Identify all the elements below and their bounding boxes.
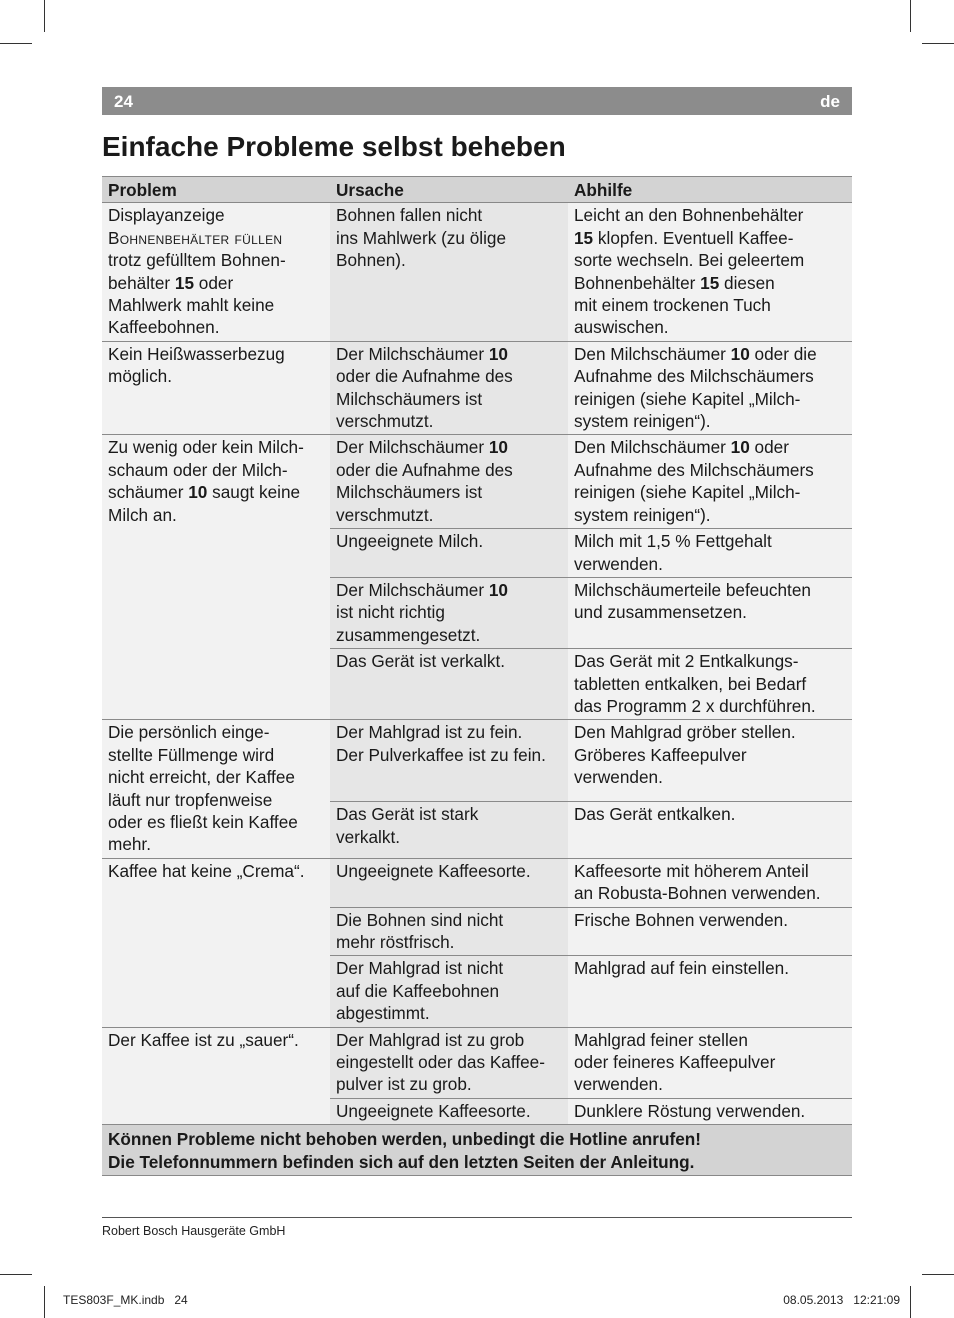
hotline-note — [102, 1125, 852, 1176]
remedy-cell — [568, 907, 852, 956]
cell-line: stellte Füllmenge wird — [108, 744, 275, 765]
remedy-cell — [568, 858, 852, 907]
cell-line: Den Mahlgrad gröber stellen. — [574, 722, 796, 743]
print-slug-date: 08.05.2013 12:21:09 — [783, 1293, 900, 1307]
remedy-cell — [568, 577, 852, 648]
remedy-cell — [568, 956, 852, 1027]
cell-line: das Programm 2 x durchführen. — [574, 695, 816, 716]
cell-line: verwenden. — [574, 1074, 663, 1095]
language-code: de — [820, 92, 840, 111]
problem-cell — [102, 435, 330, 720]
crop-mark — [922, 1274, 954, 1275]
remedy-cell — [568, 1098, 852, 1124]
cell-line: Gröberes Kaffeepulver — [574, 744, 747, 765]
cause-cell — [330, 203, 568, 341]
cause-cell — [330, 858, 568, 907]
cell-line: Den Milchschäumer 10 oder die — [574, 343, 817, 364]
cell-line: möglich. — [108, 366, 172, 387]
cause-cell — [330, 1027, 568, 1098]
cell-line: Die Bohnen sind nicht — [336, 909, 504, 930]
remedy-cell — [568, 435, 852, 529]
cell-line: Leicht an den Bohnenbehälter — [574, 205, 804, 226]
cell-line: mit einem trockenen Tuch — [574, 295, 771, 316]
cell-line: zusammengesetzt. — [336, 624, 481, 645]
footer-divider — [102, 1217, 852, 1218]
remedy-cell — [568, 649, 852, 720]
cell-line: und zusammensetzen. — [574, 602, 747, 623]
cause-cell — [330, 529, 568, 578]
company-name: Robert Bosch Hausgeräte GmbH — [102, 1224, 286, 1238]
cause-cell — [330, 341, 568, 435]
page-number: 24 — [114, 92, 133, 111]
hotline-note-row — [102, 1125, 852, 1176]
cell-line: Der Milchschäumer 10 — [336, 343, 508, 364]
remedy-cell — [568, 341, 852, 435]
cell-line: 15 klopfen. Eventuell Kaffee- — [574, 227, 794, 248]
crop-mark — [910, 1286, 911, 1318]
cell-line: eingestellt oder das Kaffee- — [336, 1052, 545, 1073]
table-row — [102, 203, 852, 341]
cell-line: Mahlgrad feiner stellen — [574, 1029, 748, 1050]
table-row — [102, 435, 852, 529]
cell-line: Das Gerät mit 2 Entkalkungs- — [574, 651, 799, 672]
column-header-problem: Problem — [102, 177, 330, 203]
cell-line: reinigen (siehe Kapitel „Milch- — [574, 482, 801, 503]
cell-line: Das Gerät ist stark — [336, 804, 479, 825]
cause-cell — [330, 802, 568, 858]
cell-line: nicht erreicht, der Kaffee — [108, 767, 295, 788]
cause-cell — [330, 577, 568, 648]
cell-line: sorte wechseln. Bei geleertem — [574, 250, 805, 271]
cell-line: Ungeeignete Milch. — [336, 531, 484, 552]
cell-line: Bohnen). — [336, 250, 406, 271]
cell-line: system reinigen“). — [574, 411, 711, 432]
crop-mark — [44, 1286, 45, 1318]
cell-line: Dunklere Röstung verwenden. — [574, 1100, 806, 1121]
cell-line: Milchschäumerteile befeuchten — [574, 579, 811, 600]
cell-line: oder feineres Kaffeepulver — [574, 1052, 776, 1073]
cell-line: ist nicht richtig — [336, 602, 445, 623]
cause-cell — [330, 907, 568, 956]
cell-line: Bohnen fallen nicht — [336, 205, 483, 226]
cell-line: Ungeeignete Kaffeesorte. — [336, 860, 531, 881]
cell-line: Der Pulverkaffee ist zu fein. — [336, 744, 546, 765]
cell-line: Displayanzeige — [108, 205, 225, 226]
problem-cell — [102, 203, 330, 341]
crop-mark — [910, 0, 911, 32]
cause-cell — [330, 720, 568, 802]
cell-line: Frische Bohnen verwenden. — [574, 909, 789, 930]
cell-line: Aufnahme des Milchschäumers — [574, 366, 814, 387]
cell-line: Das Gerät entkalken. — [574, 804, 736, 825]
remedy-cell — [568, 802, 852, 858]
crop-mark — [0, 1274, 32, 1275]
cell-line: mehr röstfrisch. — [336, 932, 455, 952]
cell-line: Mahlwerk mahlt keine — [108, 295, 275, 316]
cell-line: oder es fließt kein Kaffee — [108, 811, 298, 832]
table-row — [102, 1027, 852, 1098]
cause-cell — [330, 435, 568, 529]
cause-cell — [330, 1098, 568, 1124]
cell-line: Bohnenbehälter füllen — [108, 227, 283, 248]
column-header-cause: Ursache — [330, 177, 568, 203]
cause-cell — [330, 956, 568, 1027]
remedy-cell — [568, 529, 852, 578]
table-header-row — [102, 177, 852, 203]
page-title: Einfache Probleme selbst beheben — [102, 131, 566, 162]
problem-cell — [102, 1027, 330, 1125]
cell-line: Der Mahlgrad ist nicht — [336, 958, 504, 979]
cell-line: Der Milchschäumer 10 — [336, 579, 508, 600]
cell-line: Ungeeignete Kaffeesorte. — [336, 1100, 531, 1121]
cell-line: an Robusta-Bohnen verwenden. — [574, 883, 821, 904]
cell-line: schäumer 10 saugt keine — [108, 482, 301, 503]
cell-line: läuft nur tropfenweise — [108, 789, 273, 810]
problem-cell — [102, 720, 330, 858]
table-row — [102, 341, 852, 435]
cell-line: Können Probleme nicht behoben werden, unbedingt die Hotline anrufen! — [108, 1129, 701, 1150]
cell-line: verschmutzt. — [336, 411, 434, 432]
cell-line: verkalkt. — [336, 826, 400, 847]
cell-line: Milchschäumers ist — [336, 482, 483, 503]
cell-line: Kaffeesorte mit höherem Anteil — [574, 860, 809, 881]
cell-line: auf die Kaffeebohnen — [336, 980, 500, 1001]
cell-line: Milchschäumers ist — [336, 388, 483, 409]
cell-line: Die Telefonnummern befinden sich auf den letzten Seiten der Anleitung. — [108, 1151, 695, 1172]
cell-line: verwenden. — [574, 553, 663, 574]
cell-line: system reinigen“). — [574, 504, 711, 525]
table-row — [102, 720, 852, 802]
cell-line: Das Gerät ist verkalkt. — [336, 651, 506, 672]
cell-line: reinigen (siehe Kapitel „Milch- — [574, 388, 801, 409]
cell-line: Kaffeebohnen. — [108, 317, 220, 338]
cell-line: ins Mahlwerk (zu ölige — [336, 227, 507, 248]
cell-line: mehr. — [108, 834, 151, 855]
cell-line: Milch mit 1,5 % Fettgehalt — [574, 531, 772, 552]
cell-line: oder die Aufnahme des — [336, 459, 513, 480]
cell-line: Aufnahme des Milchschäumers — [574, 459, 814, 480]
remedy-cell — [568, 203, 852, 341]
table-row — [102, 858, 852, 907]
page-header-bar — [102, 87, 852, 115]
remedy-cell — [568, 720, 852, 802]
cell-line: verschmutzt. — [336, 504, 434, 525]
cell-line: schaum oder der Milch- — [108, 459, 288, 480]
crop-mark — [44, 0, 45, 32]
problem-cell — [102, 341, 330, 435]
cell-line: trotz gefülltem Bohnen- — [108, 250, 286, 271]
problem-cell — [102, 858, 330, 1027]
cell-line: Kaffee hat keine „Crema“. — [108, 860, 305, 881]
cell-line: Der Mahlgrad ist zu fein. — [336, 722, 523, 743]
cell-line: behälter 15 oder — [108, 272, 234, 293]
troubleshooting-table — [102, 176, 852, 1176]
cell-line: Milch an. — [108, 504, 177, 525]
cell-line: oder die Aufnahme des — [336, 366, 513, 387]
cell-line: Kein Heißwasserbezug — [108, 343, 285, 364]
print-slug-file: TES803F_MK.indb 24 — [63, 1293, 188, 1307]
cell-line: Bohnenbehälter 15 diesen — [574, 272, 775, 293]
cell-line: Den Milchschäumer 10 oder — [574, 437, 789, 458]
cell-line: Der Milchschäumer 10 — [336, 437, 508, 458]
cell-line: verwenden. — [574, 767, 663, 788]
cell-line: Der Mahlgrad ist zu grob — [336, 1029, 525, 1050]
cell-line: Der Kaffee ist zu „sauer“. — [108, 1029, 299, 1050]
cell-line: Zu wenig oder kein Milch- — [108, 437, 304, 458]
cell-line: auswischen. — [574, 317, 669, 338]
cause-cell — [330, 649, 568, 720]
remedy-cell — [568, 1027, 852, 1098]
cell-line: abgestimmt. — [336, 1003, 430, 1024]
crop-mark — [0, 43, 32, 44]
column-header-remedy: Abhilfe — [568, 177, 852, 203]
cell-line: tabletten entkalken, bei Bedarf — [574, 673, 807, 694]
cell-line: pulver ist zu grob. — [336, 1074, 472, 1095]
cell-line: Die persönlich einge- — [108, 722, 270, 743]
cell-line: Mahlgrad auf fein einstellen. — [574, 958, 789, 979]
crop-mark — [922, 43, 954, 44]
